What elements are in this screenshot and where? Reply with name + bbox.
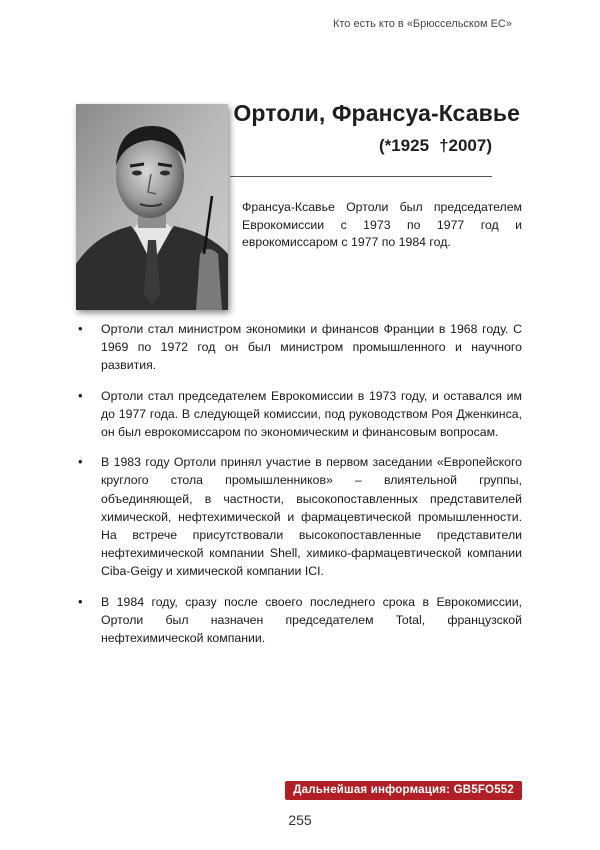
person-name: Ортоли, Франсуа-Ксавье [233,100,520,126]
running-header: Кто есть кто в «Брюссельском ЕС» [332,18,512,30]
bullet-dot-icon: • [78,321,83,336]
bullet-item [78,387,522,442]
bullet-dot-icon: • [78,593,83,609]
death-year: †2007) [439,136,492,155]
summary-paragraph: Франсуа-Ксавье Ортоли был председателем Еврокомиссии с 1973 по 1977 год и еврокомиссаром с 1977 по 1984 год. [242,200,522,249]
bullet-text: Ортоли стал председателем Еврокомиссии в 1973 году, и оставался им до 1977 года. В следующей комиссии, под руководством Роя Дженкинса, он был еврокомиссаром по экономическим и финансовым вопросам. [101,388,522,440]
bullet-dot-icon: • [78,454,83,470]
bullet-list [78,320,522,659]
bullet-item [78,320,522,375]
bullet-text: В 1984 году, сразу после своего последнего срока в Еврокомиссии, Ортоли был назначен председателем Total, французской нефтехимической компании. [101,594,522,646]
bullet-text: В 1983 году Ортоли принял участие в первом заседании «Европейского круглого стола промышленников» – влиятельной группы, объединяющей, в частности, высокопоставленных представителей химической, нефтехимической и фармацевтической промышленности. На встрече присутствовали высокопоставленные представители нефтехимической компании Shell, химико-фармацевтической компании Ciba-Geigy и химической компании ICI. [101,455,522,579]
portrait-photo [76,104,228,310]
bullet-item [78,453,522,580]
bullet-text: Ортоли стал министром экономики и финансов Франции в 1968 году. С 1969 по 1972 год он был министром промышленного и научного развития. [101,322,522,373]
more-info-badge[interactable]: Дальнейшая информация: GB5FO552 [285,781,522,800]
life-dates [379,136,492,156]
birth-year: (*1925 [378,136,430,155]
divider-line [230,176,492,177]
bullet-item [78,593,522,648]
page-number: 255 [288,812,312,828]
bullet-dot-icon: • [78,387,83,403]
